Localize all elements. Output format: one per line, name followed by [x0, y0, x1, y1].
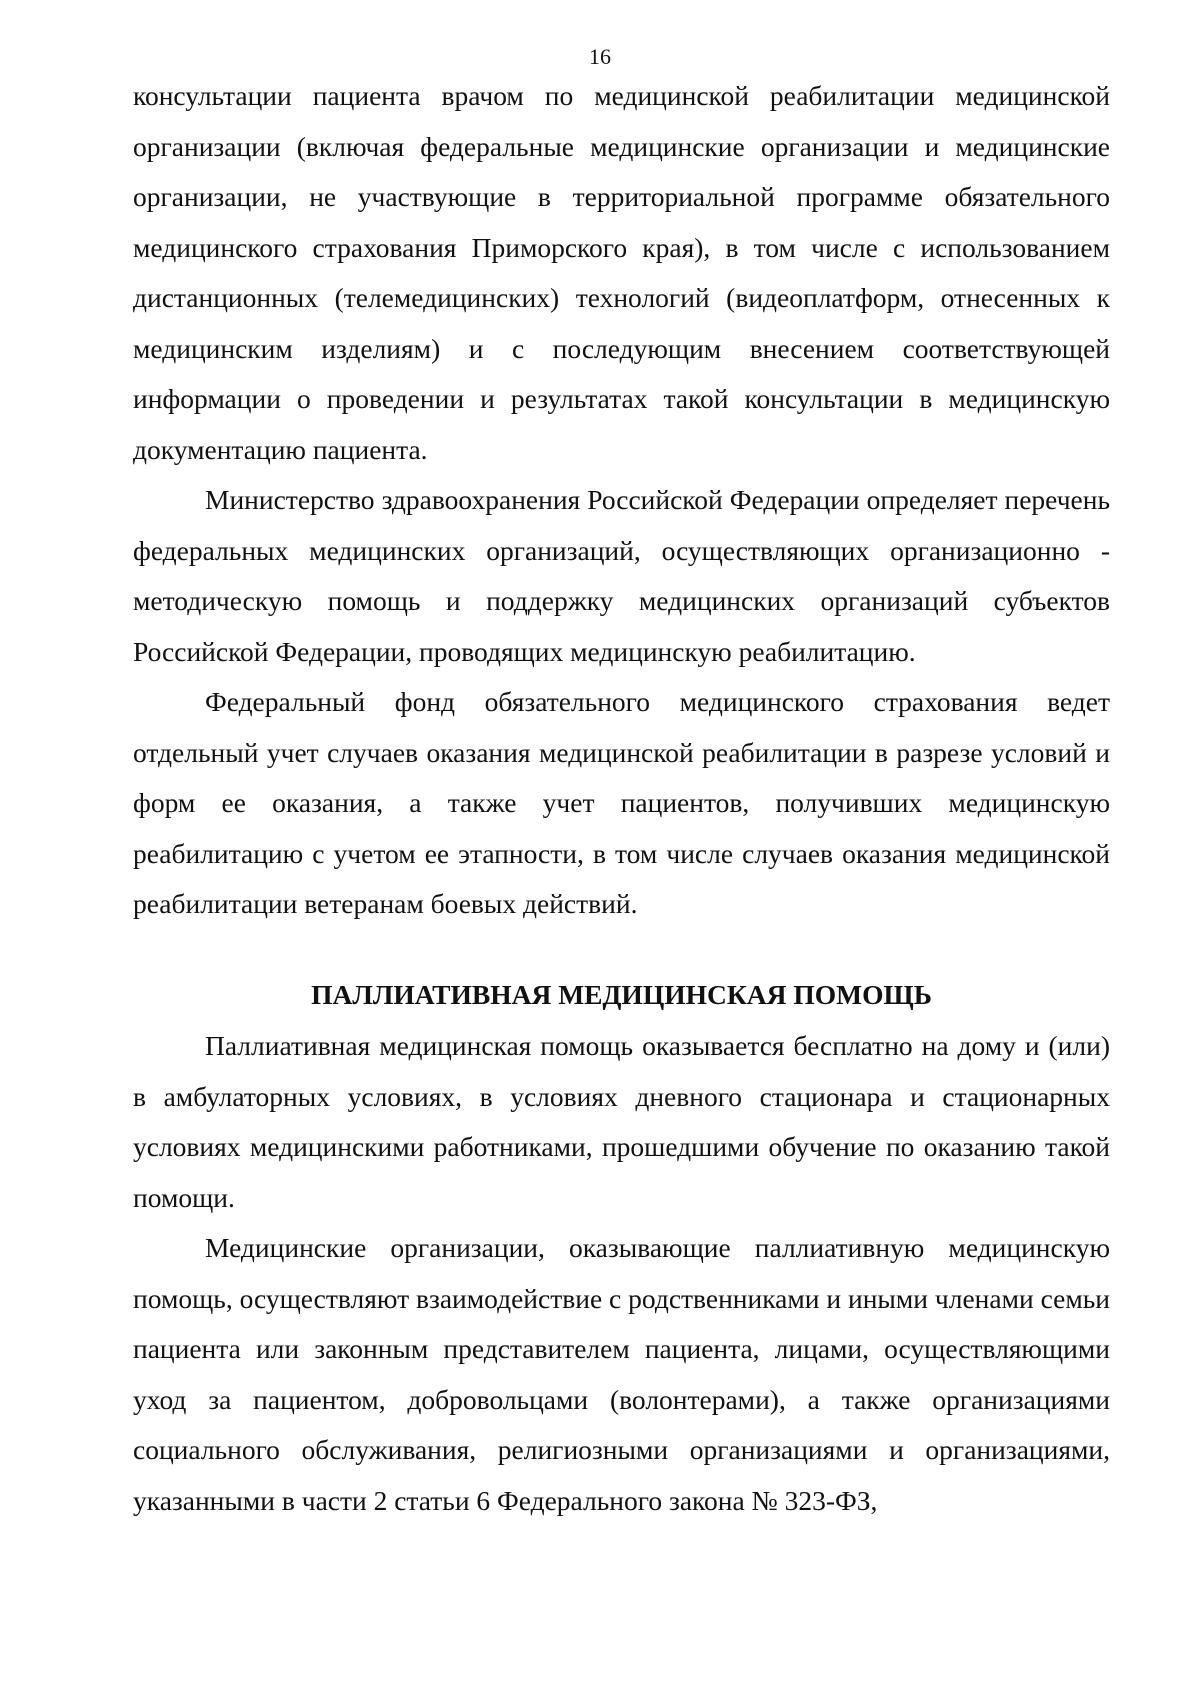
paragraph-ffoms: Федеральный фонд обязательного медицинского страхования ведет отдельный учет случаев оказания медицинской реабилитации в разрезе условий и форм ее оказания, а также учет пациентов, получивших медицинскую реабилитацию с учетом ее этапности, в том числе случаев оказания медицинской реабилитации ветеранам боевых действий.	[133, 686, 1110, 919]
paragraph-palliative-care: Паллиативная медицинская помощь оказывается бесплатно на дому и (или) в амбулаторных условиях, в условиях дневного стационара и стационарных условиях медицинскими работниками, прошедшими обучение по оказанию такой помощи.	[133, 1030, 1110, 1213]
paragraph-continuation: консультации пациента врачом по медицинской реабилитации медицинской организации (включая федеральные медицинские организации и медицинские организации, не участвующие в территориальной программе обязательного медицинского страхования Приморского края), в том числе с использованием дистанционных (телемедицинских) технологий (видеоплатформ, отнесенных к медицинским изделиям) и с последующим внесением соответствующей информации о проведении и результатах такой консультации в медицинскую документацию пациента.	[133, 80, 1110, 465]
page-number: 16	[589, 44, 611, 69]
paragraph-medical-organizations: Медицинские организации, оказывающие паллиативную медицинскую помощь, осуществляют взаимодействие с родственниками и иными членами семьи пациента или законным представителем пациента, лицами, осуществляющими уход за пациентом, добровольцами (волонтерами), а также организациями социального обслуживания, религиозными организациями и организациями, указанными в части 2 статьи 6 Федерального закона № 323-ФЗ,	[133, 1232, 1110, 1516]
document-body	[133, 71, 1110, 1526]
section-heading: ПАЛЛИАТИВНАЯ МЕДИЦИНСКАЯ ПОМОЩЬ	[311, 978, 932, 1010]
paragraph-ministry: Министерство здравоохранения Российской Федерации определяет перечень федеральных медицинских организаций, осуществляющих организационно - методическую помощь и поддержку медицинских организаций субъектов Российской Федерации, проводящих медицинскую реабилитацию.	[133, 484, 1110, 667]
